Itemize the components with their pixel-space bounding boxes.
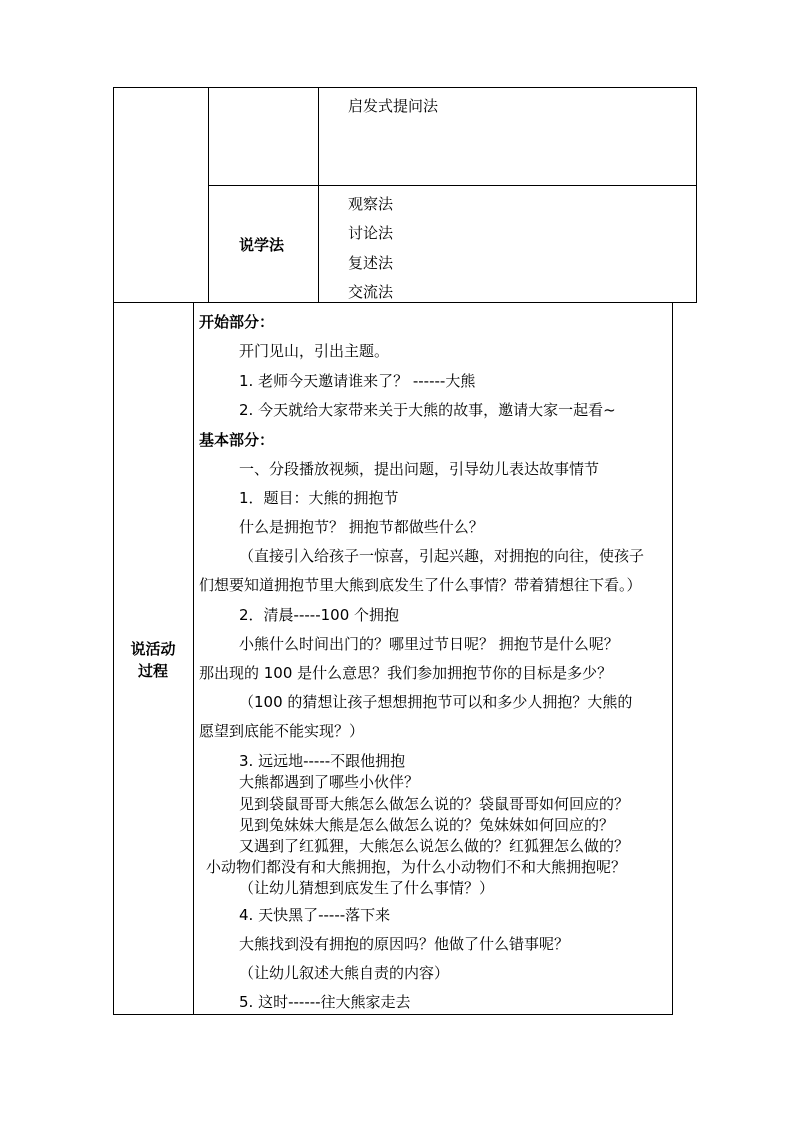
study-method-item: 观察法 — [348, 195, 394, 213]
top-table-border-bottom — [113, 302, 697, 303]
process-table-border-right — [672, 302, 673, 1015]
section-heading: 基本部分： — [199, 431, 275, 449]
content-line: 又遇到了红狐狸，大熊怎么说怎么做的？红狐狸怎么做的？ — [239, 837, 630, 855]
process-table-border-bottom — [113, 1014, 673, 1015]
section-heading: 开始部分： — [199, 313, 275, 331]
top-table-border-right — [696, 87, 697, 303]
process-label — [113, 638, 193, 682]
content-line: （让幼儿叙述大熊自责的内容） — [239, 964, 450, 982]
content-line: 大熊找到没有拥抱的原因吗？他做了什么错事呢？ — [239, 935, 570, 953]
content-line: 5. 这时------往大熊家走去 — [239, 993, 411, 1011]
content-line: 开门见山，引出主题。 — [239, 342, 390, 360]
top-table-border-top — [113, 87, 697, 88]
study-method-item: 复述法 — [348, 254, 394, 272]
content-line: 们想要知道拥抱节里大熊到底发生了什么事情？带着猜想往下看。） — [199, 576, 642, 594]
content-line: 见到兔妹妹大熊是怎么做怎么说的？兔妹妹如何回应的？ — [239, 816, 615, 834]
content-line: 4. 天快黑了-----落下来 — [239, 906, 391, 924]
process-label-line: 说活动 — [130, 640, 176, 658]
content-line: （直接引入给孩子一惊喜，引起兴趣，对拥抱的向往，使孩子 — [239, 547, 645, 565]
top-table-row-divider — [208, 185, 697, 186]
content-line: 1. 老师今天邀请谁来了？ ------大熊 — [239, 372, 476, 390]
study-method-item: 交流法 — [348, 283, 394, 301]
process-table-col-divider — [193, 302, 194, 1015]
content-line: 2. 今天就给大家带来关于大熊的故事，邀请大家一起看~ — [239, 401, 616, 419]
content-line: 1．题目：大熊的拥抱节 — [239, 489, 399, 507]
study-method-item: 讨论法 — [348, 224, 394, 242]
content-line: 见到袋鼠哥哥大熊怎么做怎么说的？袋鼠哥哥如何回应的？ — [239, 795, 630, 813]
study-method-label: 说学法 — [239, 236, 285, 254]
content-line: （100 的猜想让孩子想想拥抱节可以和多少人拥抱？大熊的 — [239, 693, 633, 711]
content-line: 2．清晨-----100 个拥抱 — [239, 606, 400, 624]
method-item: 启发式提问法 — [348, 97, 439, 115]
top-table-border-left — [113, 87, 114, 303]
content-line: 愿望到底能不能实现？） — [199, 722, 365, 740]
top-table-col-divider-2 — [318, 87, 319, 303]
content-line: 大熊都遇到了哪些小伙伴？ — [239, 773, 420, 791]
content-line: 小动物们都没有和大熊拥抱，为什么小动物们不和大熊拥抱呢？ — [206, 858, 627, 876]
content-line: 那出现的 100 是什么意思？我们参加拥抱节你的目标是多少？ — [199, 664, 613, 682]
top-table-col-divider-1 — [208, 87, 209, 303]
content-line: 一、分段播放视频，提出问题，引导幼儿表达故事情节 — [239, 460, 600, 478]
content-line: 什么是拥抱节？ 拥抱节都做些什么？ — [239, 518, 484, 536]
content-line: 小熊什么时间出门的？哪里过节日呢？ 拥抱节是什么呢？ — [239, 635, 619, 653]
content-line: （让幼儿猜想到底发生了什么事情？） — [239, 879, 495, 897]
process-label-line: 过程 — [137, 662, 168, 680]
content-line: 3. 远远地-----不跟他拥抱 — [239, 752, 406, 770]
